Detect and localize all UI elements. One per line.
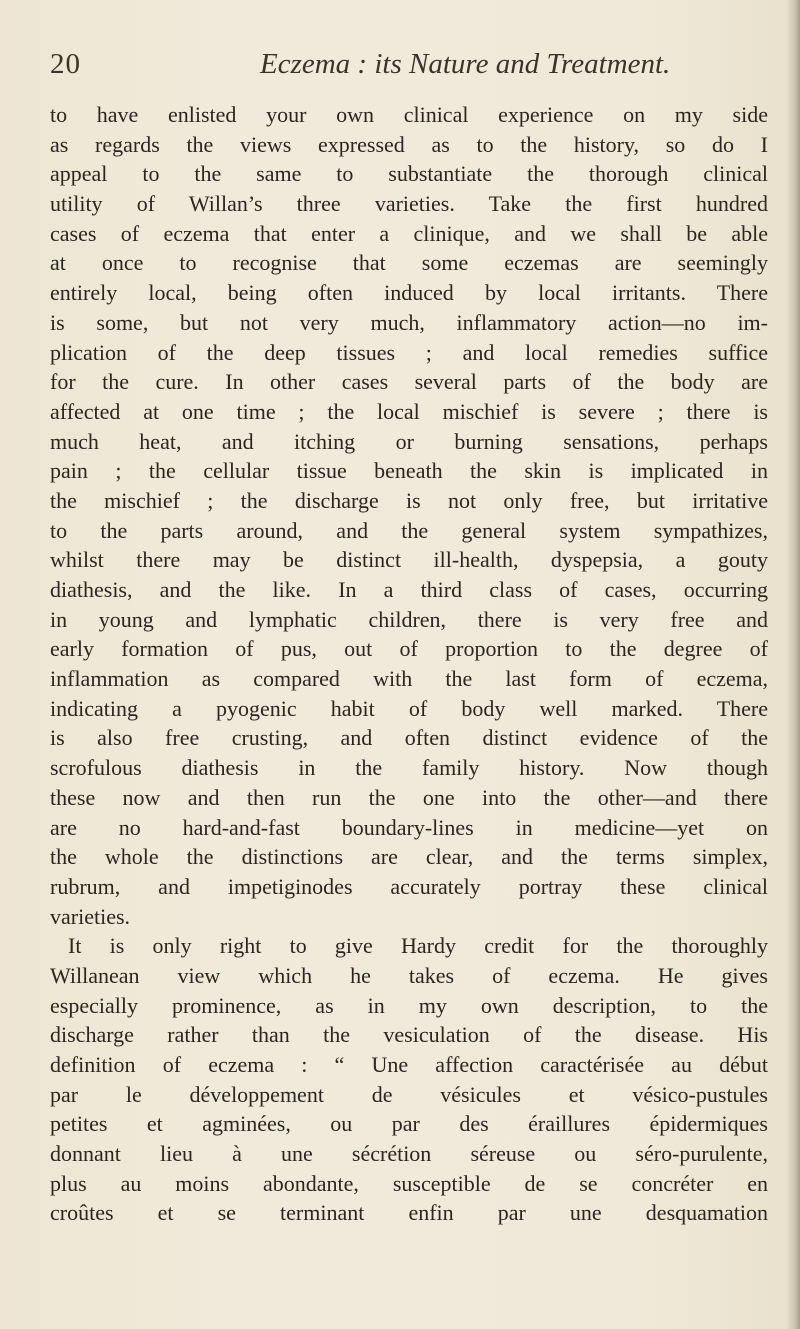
text-line: croûtes et se terminant enfin par une desquamation xyxy=(50,1200,768,1226)
text-line: entirely local, being often induced by local irritants. There xyxy=(50,280,768,306)
running-head-title: Eczema : its Nature and Treatment. xyxy=(260,48,671,80)
text-line: utility of Willan’s three varieties. Take the first hundred xyxy=(50,191,768,217)
text-line: rubrum, and impetiginodes accurately portray these clinical xyxy=(50,873,768,899)
text-line: Willanean view which he takes of eczema. He gives xyxy=(50,962,768,988)
text-line: pain ; the cellular tissue beneath the skin is implicated in xyxy=(50,458,768,484)
text-line: diathesis, and the like. In a third class of cases, occurring xyxy=(50,577,768,602)
text-line: to the parts around, and the general system sympathizes, xyxy=(50,517,768,543)
text-line: cases of eczema that enter a clinique, and we shall be able xyxy=(50,220,768,246)
text-line: discharge rather than the vesiculation of the disease. His xyxy=(50,1022,768,1048)
text-line: for the cure. In other cases several parts of the body are xyxy=(50,369,768,395)
paragraph xyxy=(50,100,768,931)
body-text xyxy=(50,100,768,1228)
text-line: appeal to the same to substantiate the thorough clinical xyxy=(50,161,768,187)
text-line: as regards the views expressed as to the history, so do I xyxy=(50,131,768,157)
text-line: these now and then run the one into the other—and there xyxy=(50,784,768,810)
text-line: indicating a pyogenic habit of body well marked. There xyxy=(50,695,768,721)
text-line: much heat, and itching or burning sensations, perhaps xyxy=(50,428,768,454)
text-line: early formation of pus, out of proportion to the degree of xyxy=(50,636,768,662)
page-number: 20 xyxy=(50,48,81,80)
text-line: especially prominence, as in my own description, to the xyxy=(50,992,768,1018)
page-edge-shadow xyxy=(786,0,800,1329)
text-line: plication of the deep tissues ; and local remedies suffice xyxy=(50,339,768,365)
text-line: are no hard-and-fast boundary-lines in medicine—yet on xyxy=(50,814,768,840)
text-line: is also free crusting, and often distinct evidence of the xyxy=(50,725,768,751)
text-line: the whole the distinctions are clear, and the terms simplex, xyxy=(50,844,768,870)
text-line: is some, but not very much, inflammatory action—no im- xyxy=(50,309,768,335)
running-head xyxy=(50,48,762,88)
text-line: whilst there may be distinct ill-health, dyspepsia, a gouty xyxy=(50,547,768,573)
text-line: donnant lieu à une sécrétion séreuse ou séro-purulente, xyxy=(50,1141,768,1167)
text-line: to have enlisted your own clinical experience on my side xyxy=(50,102,768,127)
text-line: petites et agminées, ou par des éraillures épidermiques xyxy=(50,1111,768,1137)
text-line: It is only right to give Hardy credit for the thoroughly xyxy=(68,933,768,959)
text-line: in young and lymphatic children, there is very free and xyxy=(50,606,768,632)
text-line: at once to recognise that some eczemas are seemingly xyxy=(50,250,768,276)
paragraph xyxy=(50,931,768,1228)
text-line: definition of eczema : “ Une affection caractérisée au début xyxy=(50,1052,768,1077)
text-line: varieties. xyxy=(50,903,131,929)
text-line: inflammation as compared with the last form of eczema, xyxy=(50,666,768,692)
text-line: affected at one time ; the local mischief is severe ; there is xyxy=(50,398,768,424)
text-line: par le développement de vésicules et vésico-pustules xyxy=(50,1081,768,1107)
text-line: scrofulous diathesis in the family history. Now though xyxy=(50,755,768,781)
text-line: the mischief ; the discharge is not only free, but irritative xyxy=(50,487,768,513)
text-line: plus au moins abondante, susceptible de se concréter en xyxy=(50,1170,768,1196)
